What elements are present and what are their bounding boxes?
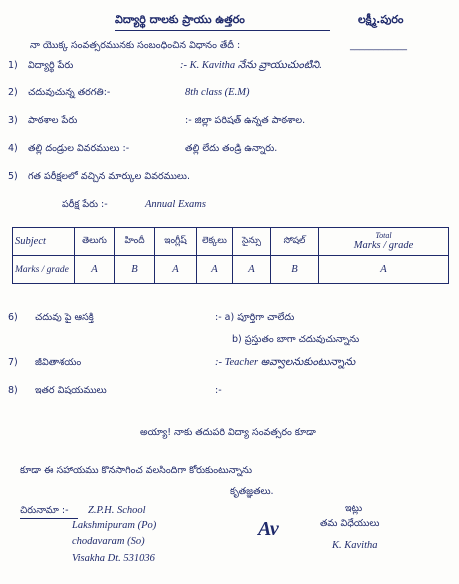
address-line: Visakha Dt. 531036 xyxy=(72,553,155,564)
signoff-name: K. Kavitha xyxy=(332,540,378,551)
letter-place: లక్ష్మీ.పురం xyxy=(358,13,404,26)
item-value: 8th class (E.M) xyxy=(185,87,250,98)
table-cell: A xyxy=(155,256,197,284)
item-value: :- Teacher అవ్వాలనుకుంటున్నాను xyxy=(215,357,356,368)
table-cell: A xyxy=(233,256,271,284)
item-label: తల్లి దండ్రుల వివరములు :- xyxy=(28,143,130,154)
closing-line: అయ్యా! నాకు తదుపరి విద్యా సంవత్సరం కూడా xyxy=(140,427,316,438)
item-value: :- xyxy=(215,385,222,396)
letter-title: విద్యార్థి దాలకు ప్రాయు ఉత్తరం xyxy=(115,13,245,26)
table-header-cell: సోషల్ xyxy=(271,228,319,256)
item-number: 7) xyxy=(8,357,18,368)
table-row-label: Marks / grade xyxy=(13,256,75,284)
signoff-ittu: ఇట్లు xyxy=(345,503,363,514)
table-header-cell: తెలుగు xyxy=(75,228,115,256)
intro-line: నా యొక్క సంవత్సరమునకు సంబంధించిన విధానం తేదీ : xyxy=(30,40,241,51)
table-cell: B xyxy=(115,256,155,284)
item-number: 8) xyxy=(8,385,18,396)
item-label: ఇతర విషయములు xyxy=(35,385,107,396)
item-number: 6) xyxy=(8,312,18,323)
total-small-label: Total xyxy=(375,231,392,240)
item-label: గత పరీక్షలలో వచ్చిన మార్కుల వివరములు. xyxy=(28,171,190,182)
item-label: జీవితాశయం xyxy=(35,357,82,368)
item-label: విద్యార్థి పేరు xyxy=(28,60,74,71)
item-label: పాఠశాల పేరు xyxy=(28,115,78,126)
signoff-yours: తమ విధేయులు xyxy=(320,518,380,529)
title-underline xyxy=(115,30,330,31)
marks-table xyxy=(12,227,449,284)
closing-line: కృతజ్ఞతలు. xyxy=(230,486,274,497)
address-label: చిరునామా :- xyxy=(20,505,69,516)
item-number: 1) xyxy=(8,60,18,71)
address-line: Lakshmipuram (Po) xyxy=(72,520,157,531)
item-number: 2) xyxy=(8,87,18,98)
table-cell-total: A xyxy=(319,256,449,284)
item-number: 3) xyxy=(8,115,18,126)
table-row xyxy=(13,256,449,284)
table-cell: A xyxy=(75,256,115,284)
item-label: చదువు పై ఆసక్తి xyxy=(35,312,94,323)
table-header-cell: ఇంగ్లీష్ xyxy=(155,228,197,256)
item-label: చదువుచున్న తరగతి:- xyxy=(28,87,111,98)
table-cell: A xyxy=(197,256,233,284)
closing-line: కూడా ఈ సహాయము కొనసాగించ వలసిందిగా కోరుకుంటున్నాను xyxy=(20,465,253,476)
address-line: Z.P.H. School xyxy=(88,505,146,516)
address-underline xyxy=(20,518,78,519)
date-blank: ____________ xyxy=(350,40,407,51)
total-header-label: Marks / grade xyxy=(353,240,414,251)
exam-value: Annual Exams xyxy=(145,199,206,210)
item-number: 5) xyxy=(8,171,18,182)
table-cell: B xyxy=(271,256,319,284)
table-header-cell: హిందీ xyxy=(115,228,155,256)
item-value: తల్లి లేదు తండ్రి ఉన్నారు. xyxy=(185,143,278,154)
table-header-cell: Subject xyxy=(13,228,75,256)
item-value: :- a) పూర్తిగా చాలేదు xyxy=(215,312,295,323)
item-number: 4) xyxy=(8,143,18,154)
table-header-row xyxy=(13,228,449,256)
table-header-total xyxy=(319,228,449,256)
item-value: :- జిల్లా పరిషత్ ఉన్నత పాఠశాల. xyxy=(185,115,306,126)
item-value: b) ప్రస్తుతం బాగా చదువుచున్నాను xyxy=(232,334,360,345)
table-header-cell: లెక్కలు xyxy=(197,228,233,256)
signature: Av xyxy=(258,518,279,540)
item-value: :- K. Kavitha నేను వ్రాయుచుంటిని. xyxy=(180,60,322,71)
exam-label: పరీక్ష పేరు :- xyxy=(62,199,108,210)
address-line: chodavaram (So) xyxy=(72,536,145,547)
table-header-cell: సైన్సు xyxy=(233,228,271,256)
